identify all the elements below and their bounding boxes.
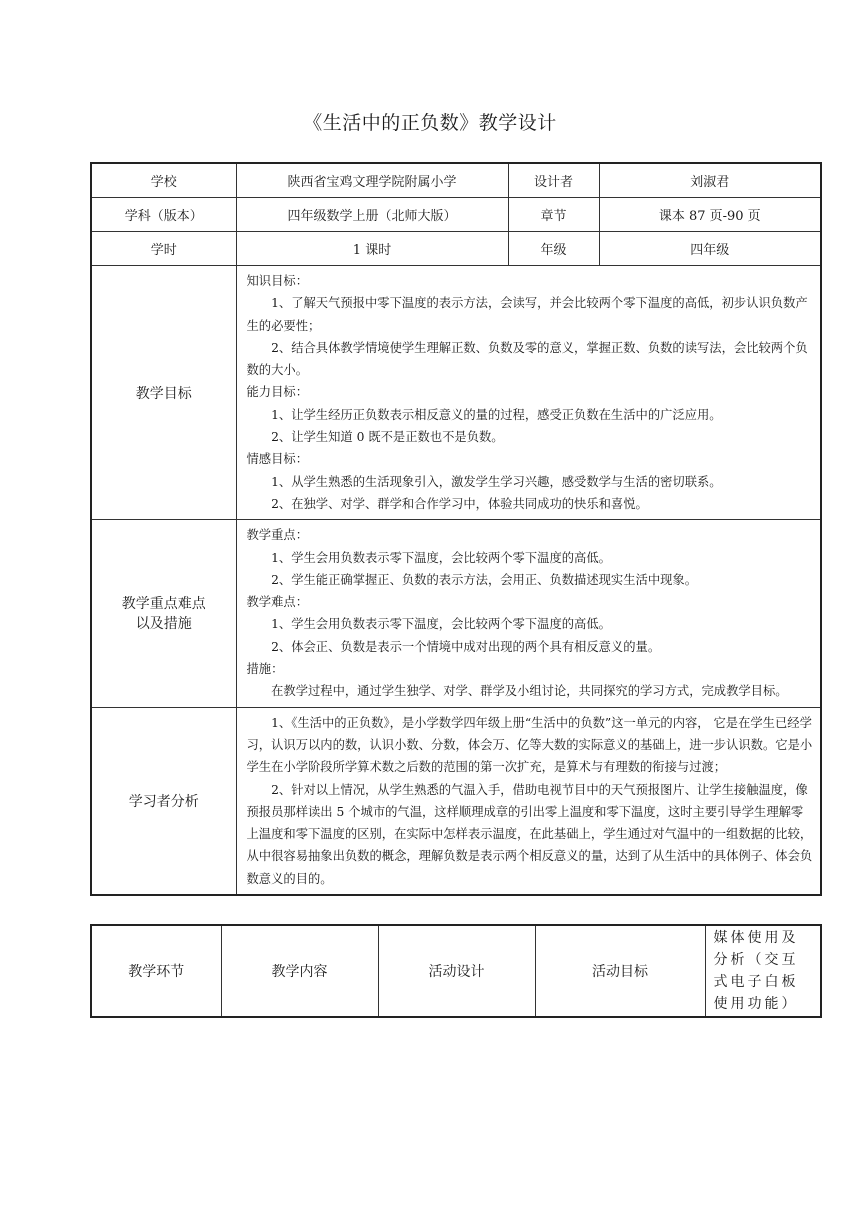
- focus-item-1: 1、学生会用负数表示零下温度，会比较两个零下温度的高低。: [271, 550, 611, 565]
- grade-value: 四年级: [599, 232, 821, 266]
- lesson-info-table: [90, 162, 822, 896]
- goals-row: [91, 266, 821, 520]
- ability-heading: 能力目标：: [246, 385, 308, 400]
- media-header: 媒体使用及分析（交互式电子白板使用功能）: [705, 925, 821, 1017]
- hours-value: 1 课时: [236, 232, 508, 266]
- difficulty-item-1: 1、学生会用负数表示零下温度，会比较两个零下温度的高低。: [271, 617, 611, 632]
- focus-item-2: 2、学生能正确掌握正、负数的表示方法，会用正、负数描述现实生活中现象。: [271, 572, 698, 587]
- measure-item-1: 在教学过程中，通过学生独学、对学、群学及小组讨论，共同探究的学习方式，完成教学目标。: [271, 684, 788, 699]
- grade-label: 年级: [508, 232, 599, 266]
- knowledge-goal-2: 2、结合具体教学情境使学生理解正数、负数及零的意义，掌握正数、负数的读写法，会比较两个负数的大小。: [246, 340, 808, 378]
- hours-row: [91, 232, 821, 266]
- subject-value: 四年级数学上册（北师大版）: [236, 198, 508, 232]
- ability-goal-2: 2、让学生知道 0 既不是正数也不是负数。: [271, 430, 504, 445]
- keypoints-label-line1: 教学重点难点: [121, 596, 206, 613]
- ability-goal-1: 1、让学生经历正负数表示相反意义的量的过程，感受正负数在生活中的广泛应用。: [271, 407, 722, 422]
- subject-label: 学科（版本）: [91, 198, 236, 232]
- stage-header: 教学环节: [91, 925, 221, 1017]
- page-title: 《生活中的正负数》教学设计: [303, 112, 557, 134]
- difficulty-item-2: 2、体会正、负数是表示一个情境中成对出现的两个具有相反意义的量。: [271, 639, 661, 654]
- knowledge-goal-1: 1、了解天气预报中零下温度的表示方法，会读写，并会比较两个零下温度的高低，初步认识负数产生的必要性；: [246, 296, 808, 333]
- knowledge-heading: 知识目标：: [246, 274, 308, 288]
- subject-row: [91, 198, 821, 232]
- school-value: 陕西省宝鸡文理学院附属小学: [236, 163, 508, 198]
- emotion-goal-1: 1、从学生熟悉的生活现象引入，激发学生学习兴趣，感受数学与生活的密切联系。: [271, 474, 722, 489]
- emotion-heading: 情感目标：: [246, 452, 308, 467]
- hours-label: 学时: [91, 232, 236, 266]
- content-header: 教学内容: [221, 925, 378, 1017]
- goals-label: 教学目标: [91, 266, 236, 520]
- learners-para-2: 2、针对以上情况，从学生熟悉的气温入手，借助电视节目中的天气预报图片、让学生接触温度，像预报员那样读出 5 个城市的气温，这样顺理成章的引出零上温度和零下温度，这时主要引导学生理解零上温度和零下温度的区别，在实际中怎样表示温度，在此基础上，学生通过对气温中的一组数据的比较，从中很容易抽象出负数的概念，理解负数是表示两个相反意义的量，达到了从生活中的具体例子、体会负数意义的目的。: [246, 782, 813, 886]
- school-label: 学校: [91, 163, 236, 198]
- goal-header: 活动目标: [535, 925, 705, 1017]
- keypoints-row: [91, 520, 821, 707]
- process-table: [90, 924, 822, 1018]
- learners-content: [236, 707, 821, 895]
- school-row: [91, 163, 821, 198]
- activity-header: 活动设计: [378, 925, 535, 1017]
- designer-label: 设计者: [508, 163, 599, 198]
- focus-heading: 教学重点：: [246, 528, 308, 543]
- chapter-value: 课本 87 页-90 页: [599, 198, 821, 232]
- designer-value: 刘淑君: [599, 163, 821, 198]
- measure-heading: 措施：: [246, 662, 284, 677]
- emotion-goal-2: 2、在独学、对学、群学和合作学习中，体验共同成功的快乐和喜悦。: [271, 496, 648, 511]
- chapter-label: 章节: [508, 198, 599, 232]
- learners-para-1: 1、《生活中的正负数》，是小学数学四年级上册“生活中的负数”这一单元的内容， 它是在学生已经学习，认识万以内的数，认识小数、分数，体会万、亿等大数的实际意义的基础上，进一步认识数。它是小学生在小学阶段所学算术数之后数的范围的第一次扩充，是算术与有理数的衔接与过渡；: [246, 715, 813, 775]
- keypoints-label: [91, 520, 236, 707]
- difficulty-heading: 教学难点：: [246, 595, 308, 610]
- process-header-row: [91, 925, 821, 1017]
- keypoints-label-line2: 以及措施: [135, 616, 192, 633]
- keypoints-content: [236, 520, 821, 707]
- learners-label: 学习者分析: [91, 707, 236, 895]
- learners-row: [91, 707, 821, 895]
- goals-content: [236, 266, 821, 520]
